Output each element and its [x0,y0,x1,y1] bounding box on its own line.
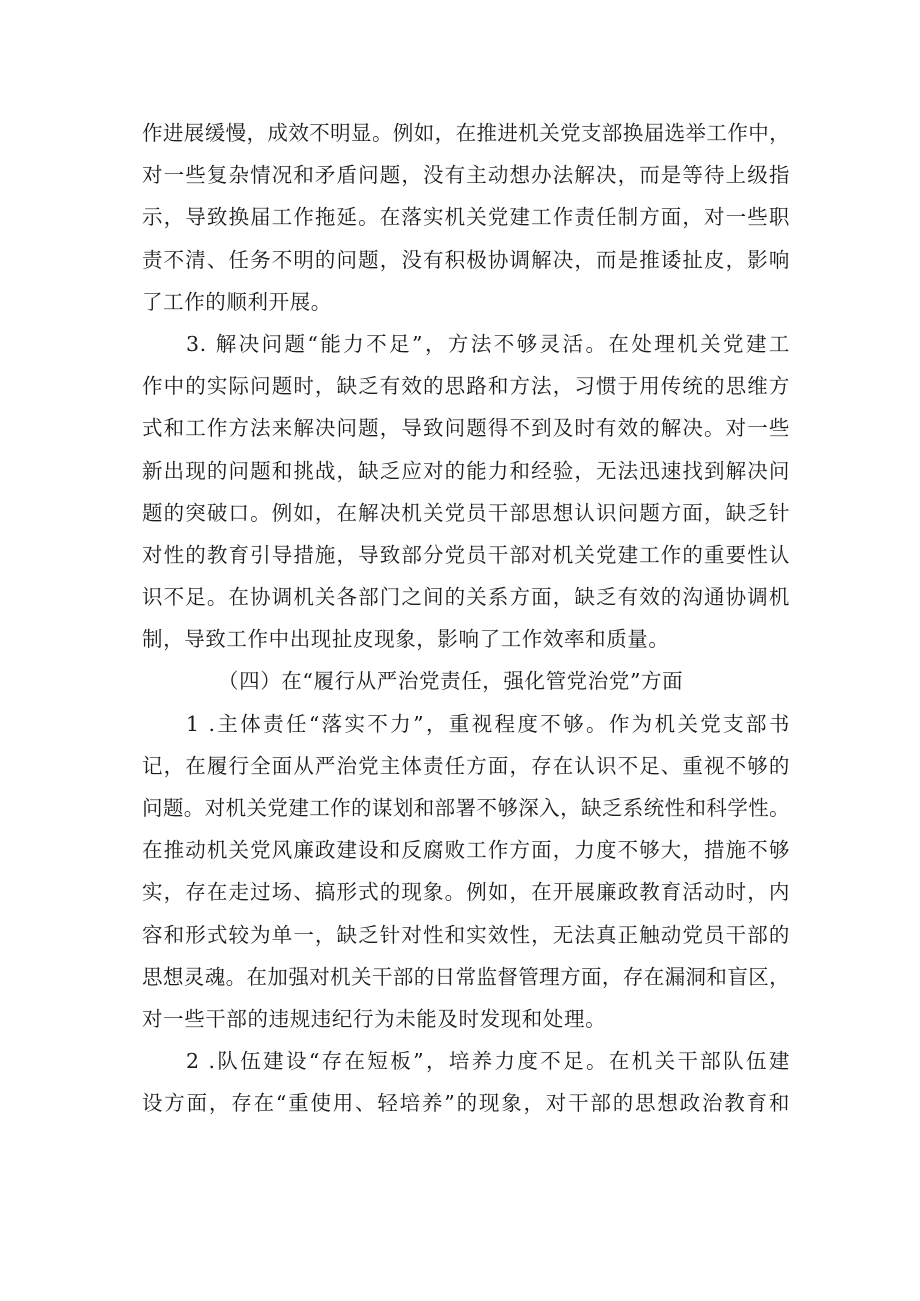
text-line: 容和形式较为单一，缺乏针对性和实效性，无法真正触动党员干部的 [142,922,790,947]
text-line: 示，导致换届工作拖延。在落实机关党建工作责任制方面，对一些职 [142,205,790,230]
text-line: 设方面，存在“重使用、轻培养”的现象，对干部的思想政治教育和 [142,1091,790,1116]
text-line: 对一些复杂情况和矛盾问题，没有主动想办法解决，而是等待上级指 [142,163,790,188]
text-line: 问题。对机关党建工作的谋划和部署不够深入，缺乏系统性和科学性。 [142,796,790,820]
text-line: 责不清、任务不明的问题，没有积极协调解决，而是推诿扯皮，影响 [142,247,790,272]
text-line: 作进展缓慢，成效不明显。例如，在推进机关党支部换届选举工作中， [142,121,790,145]
text-line: 记，在履行全面从严治党主体责任方面，存在认识不足、重视不够的 [142,753,790,778]
section-heading: （四）在“履行从严治党责任，强化管党治党”方面 [218,669,684,694]
text-line: 2 .队伍建设“存在短板”，培养力度不足。在机关干部队伍建 [186,1049,790,1074]
text-line: 识不足。在协调机关各部门之间的关系方面，缺乏有效的沟通协调机 [142,585,790,610]
text-line: 对一些干部的违规违纪行为未能及时发现和处理。 [142,1006,607,1031]
document-body [142,112,790,1125]
text-line: 3. 解决问题“能力不足”，方法不够灵活。在处理机关党建工 [186,331,790,356]
text-line: 题的突破口。例如，在解决机关党员干部思想认识问题方面，缺乏针 [142,500,790,525]
text-line: 在推动机关党风廉政建设和反腐败工作方面，力度不够大，措施不够 [142,838,790,863]
text-line: 1 .主体责任“落实不力”，重视程度不够。作为机关党支部书 [186,711,790,736]
text-line: 制，导致工作中出现扯皮现象，影响了工作效率和质量。 [142,627,670,652]
text-line: 对性的教育引导措施，导致部分党员干部对机关党建工作的重要性认 [142,542,790,567]
text-line: 新出现的问题和挑战，缺乏应对的能力和经验，无法迅速找到解决问 [142,458,790,483]
text-line: 实，存在走过场、搞形式的现象。例如，在开展廉政教育活动时，内 [142,880,790,905]
text-line: 式和工作方法来解决问题，导致问题得不到及时有效的解决。对一些 [142,416,790,441]
text-line: 作中的实际问题时，缺乏有效的思路和方法，习惯于用传统的思维方 [142,374,790,399]
text-line: 思想灵魂。在加强对机关干部的日常监督管理方面，存在漏洞和盲区， [142,964,790,989]
text-line: 了工作的顺利开展。 [142,289,332,314]
